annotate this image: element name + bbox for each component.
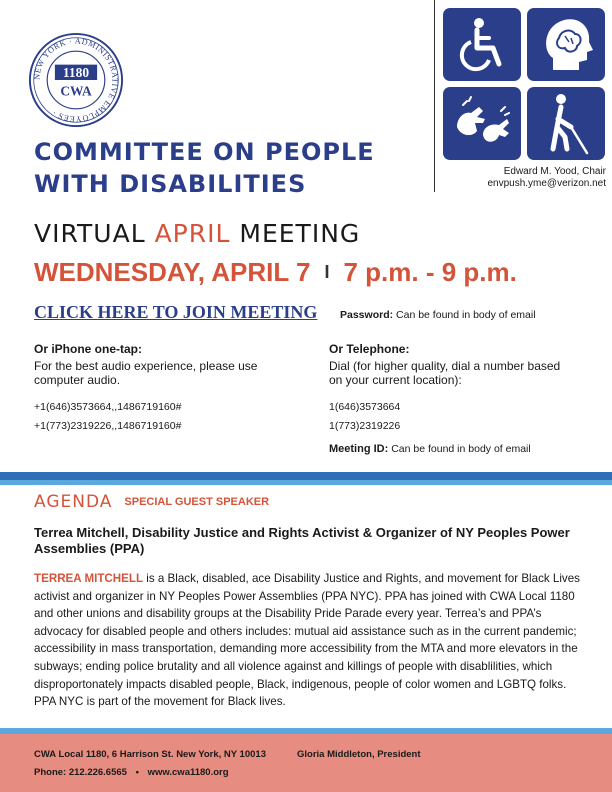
footer-website[interactable]: www.cwa1180.org: [147, 767, 229, 778]
section-divider-dark: [0, 472, 612, 480]
meeting-password: [340, 309, 536, 321]
header-divider: [434, 0, 435, 192]
accessibility-icons: [443, 8, 605, 160]
blind-cane-icon: [527, 87, 605, 160]
iphone-heading: Or iPhone one-tap:: [34, 342, 142, 356]
iphone-number-1[interactable]: +1(646)3573664,,1486719160#: [34, 401, 182, 413]
telephone-heading: Or Telephone:: [329, 342, 410, 356]
committee-title-line1: COMMITTEE ON PEOPLE: [34, 138, 375, 166]
footer-address: CWA Local 1180, 6 Harrison St. New York, NY 10013: [34, 749, 266, 760]
section-divider-light: [0, 480, 612, 485]
meeting-date: WEDNESDAY, APRIL 7: [34, 257, 311, 287]
meeting-date-time: [34, 257, 517, 288]
speaker-bio: [34, 570, 580, 711]
chair-name: Edward M. Yood, Chair: [503, 166, 606, 177]
seal-number: 1180: [62, 65, 90, 81]
meeting-time: 7 p.m. - 9 p.m.: [343, 257, 517, 287]
seal-ring-text: NEW YORK · ADMINISTRATIVE EMPLOYEES ·: [32, 36, 120, 124]
iphone-note: For the best audio experience, please use computer audio.: [34, 359, 258, 387]
password-value: Can be found in body of email: [396, 309, 536, 321]
seal-union: CWA: [60, 83, 92, 99]
brain-icon: [527, 8, 605, 81]
telephone-number-2[interactable]: 1(773)2319226: [329, 420, 401, 432]
footer-contact: [34, 767, 229, 778]
password-label: Password:: [340, 309, 394, 321]
meeting-title-month: APRIL: [154, 219, 231, 248]
committee-title: [34, 136, 375, 200]
telephone-number-1[interactable]: 1(646)3573664: [329, 401, 401, 413]
chair-email: envpush.yme@verizon.net: [487, 178, 606, 189]
iphone-number-2[interactable]: +1(773)2319226,,1486719160#: [34, 420, 182, 432]
agenda-subtitle: SPECIAL GUEST SPEAKER: [124, 496, 270, 508]
telephone-note: Dial (for higher quality, dial a number based on your current location):: [329, 359, 561, 387]
date-time-separator: I: [324, 262, 330, 282]
cwa-1180-seal: [28, 32, 124, 128]
footer-phone: Phone: 212.226.6565: [34, 767, 127, 778]
speaker-title: Terrea Mitchell, Disability Justice and Rights Activist & Organizer of NY Peoples Power Assemblies (PPA): [34, 525, 570, 556]
agenda-title: AGENDA: [34, 492, 113, 512]
meeting-id: [329, 443, 531, 455]
footer-bullet: •: [135, 767, 139, 778]
bio-text: is a Black, disabled, ace Disability Justice and Rights, and movement for Black Lives activist and organizer in NY Peoples Power Assemblies (PPA NYC). PPA has joined with CWA Local 1180 and other unions and disability groups at the Disability Pride Parade every year. Terrea’s and PPA’s advocacy for disabled people and others includes: mutual aid assistance such as in the current pandemic; accessibility in mass transportation, demanding more accessibility from the MTA and more elevators in the subways; ending police brutality and all violence against and killings of people with disablilities, which disproportonately impacts disabled people, Black, indigenous, people of color women and LGBTQ folks. PPA NYC is part of the movement for Black lives.: [34, 572, 580, 709]
sign-language-icon: [443, 87, 521, 160]
wheelchair-icon: [443, 8, 521, 81]
meeting-id-label: Meeting ID:: [329, 443, 389, 455]
committee-title-line2: WITH DISABILITIES: [34, 170, 307, 198]
join-meeting-link[interactable]: CLICK HERE TO JOIN MEETING: [34, 302, 318, 322]
chair-contact: [438, 166, 606, 190]
footer: [0, 734, 612, 792]
footer-president: Gloria Middleton, President: [297, 749, 421, 760]
agenda-heading: [34, 492, 269, 512]
meeting-id-value: Can be found in body of email: [391, 443, 531, 455]
meeting-title-post: MEETING: [230, 219, 361, 248]
bio-name: TERREA MITCHELL: [34, 572, 144, 585]
meeting-title-pre: VIRTUAL: [34, 219, 155, 248]
meeting-title: [34, 219, 360, 248]
